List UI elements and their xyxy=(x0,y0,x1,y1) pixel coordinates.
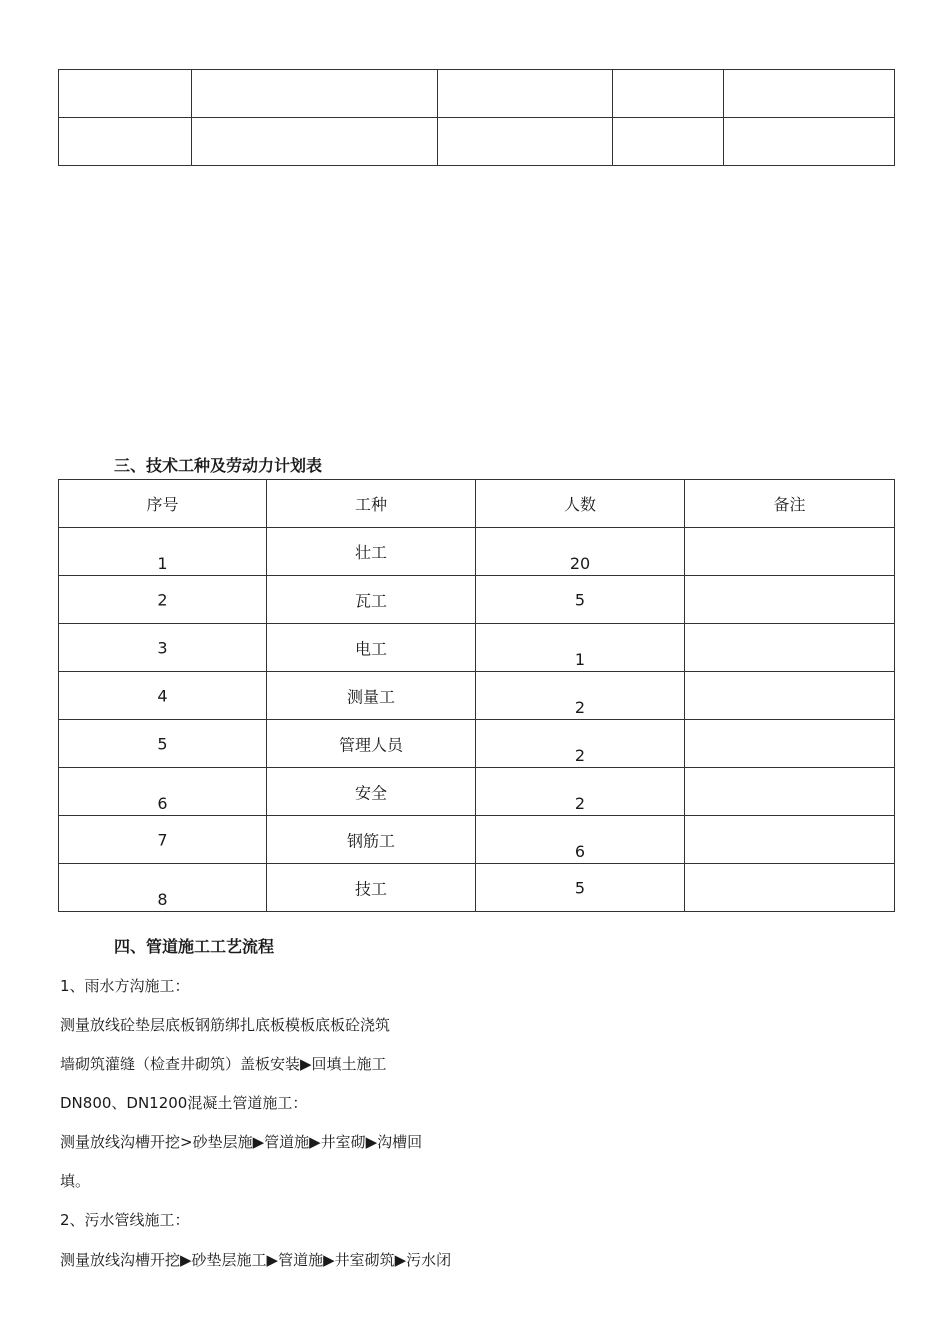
row-no: 8 xyxy=(157,890,168,909)
row-trade: 管理人员 xyxy=(338,735,403,754)
paragraph-line: 测量放线沟槽开挖▶砂垫层施工▶管道施▶井室砌筑▶污水闭 xyxy=(60,1251,452,1269)
header-count: 人数 xyxy=(476,480,685,528)
table-cell xyxy=(192,70,438,118)
row-no: 5 xyxy=(157,734,168,753)
row-no: 1 xyxy=(157,554,168,573)
row-count: 1 xyxy=(574,650,586,669)
table-row xyxy=(59,864,895,912)
table-cell xyxy=(724,118,895,166)
labor-plan-table xyxy=(58,479,895,912)
row-trade: 测量工 xyxy=(346,687,395,706)
table-cell xyxy=(192,118,438,166)
paragraph-line: 2、污水管线施工： xyxy=(60,1211,190,1229)
row-no: 4 xyxy=(157,686,168,705)
table-row xyxy=(59,70,895,118)
row-trade: 钢筋工 xyxy=(346,831,395,850)
table-cell xyxy=(438,118,613,166)
table-row xyxy=(59,528,895,576)
row-trade: 瓦工 xyxy=(354,591,387,610)
row-trade: 技工 xyxy=(354,879,387,898)
row-trade: 电工 xyxy=(354,639,387,658)
row-trade: 壮工 xyxy=(354,543,387,562)
table-row xyxy=(59,672,895,720)
row-no: 3 xyxy=(157,638,168,657)
header-no: 序号 xyxy=(59,480,267,528)
table-row xyxy=(59,768,895,816)
row-no: 6 xyxy=(157,794,168,813)
row-no: 2 xyxy=(157,590,168,609)
row-no: 7 xyxy=(157,830,168,849)
table-cell xyxy=(613,118,724,166)
table-cell xyxy=(438,70,613,118)
table-cell xyxy=(59,70,192,118)
empty-table-top xyxy=(58,69,895,166)
paragraph-line: 1、雨水方沟施工： xyxy=(60,977,190,995)
row-trade: 安全 xyxy=(354,783,387,802)
table-cell xyxy=(59,118,192,166)
table-header-row xyxy=(59,480,895,528)
paragraph-line: 测量放线砼垫层底板钢筋绑扎底板模板底板砼浇筑 xyxy=(60,1016,391,1034)
row-count: 6 xyxy=(574,842,586,861)
table-row xyxy=(59,624,895,672)
table-cell xyxy=(613,70,724,118)
row-count: 2 xyxy=(574,746,586,765)
row-count: 20 xyxy=(569,554,591,573)
table-row xyxy=(59,816,895,864)
table-row xyxy=(59,720,895,768)
row-count: 2 xyxy=(574,794,586,813)
table-row xyxy=(59,118,895,166)
row-count: 5 xyxy=(574,590,586,609)
table-row xyxy=(59,576,895,624)
table-cell xyxy=(724,70,895,118)
section4-title: 四、管道施工工艺流程 xyxy=(114,937,275,956)
row-count: 2 xyxy=(574,698,586,717)
header-note: 备注 xyxy=(685,480,895,528)
paragraph-line: 墙砌筑灌缝（检查井砌筑）盖板安装▶回填土施工 xyxy=(60,1055,387,1073)
row-count: 5 xyxy=(574,878,586,897)
paragraph-line: 测量放线沟槽开挖>砂垫层施▶管道施▶井室砌▶沟槽回 xyxy=(60,1133,423,1151)
paragraph-line: 填。 xyxy=(60,1172,91,1190)
paragraph-line: DN800、DN1200混凝土管道施工： xyxy=(60,1094,308,1112)
section3-title: 三、技术工种及劳动力计划表 xyxy=(114,456,323,475)
header-trade: 工种 xyxy=(267,480,476,528)
